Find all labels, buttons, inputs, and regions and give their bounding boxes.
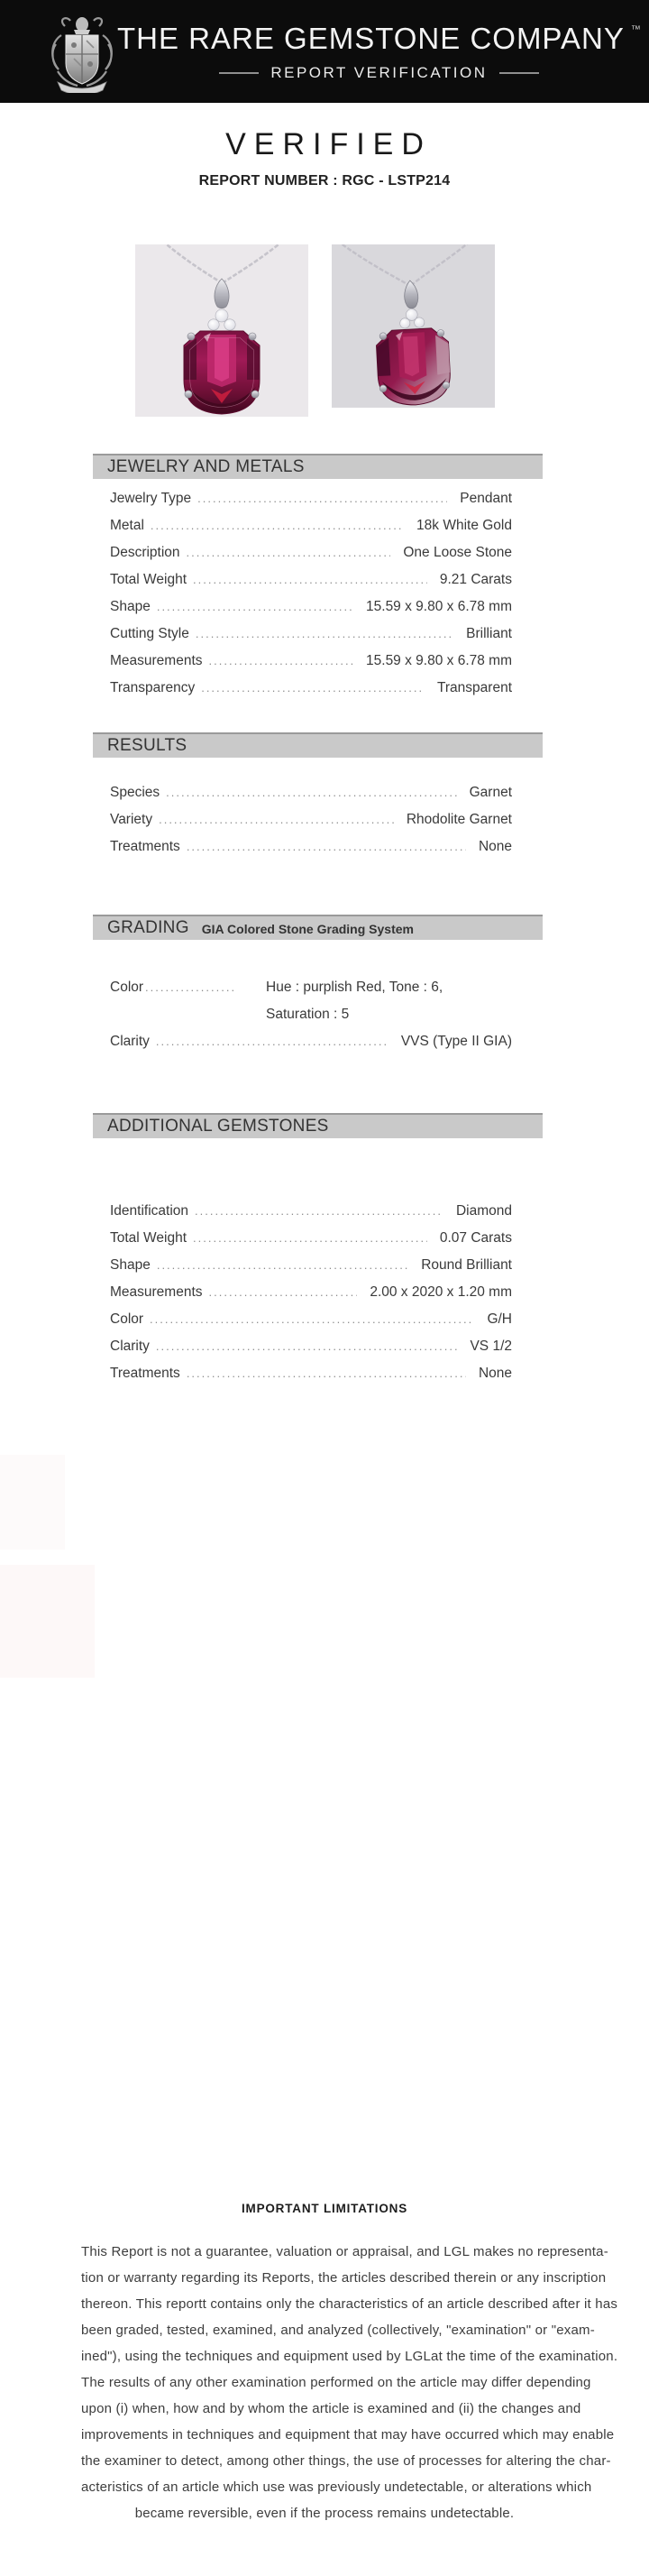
verified-status: VERIFIED — [225, 127, 432, 161]
spec-row-metal — [93, 512, 543, 539]
spec-row-transparency — [93, 675, 543, 702]
spec-row-treatments — [93, 833, 543, 860]
spec-label: Identification — [110, 1203, 189, 1219]
spec-value: Pendant — [460, 491, 512, 506]
faint-placeholder-block — [0, 1455, 65, 1550]
spec-label: Clarity — [110, 1034, 150, 1049]
spec-label: Treatments — [110, 839, 180, 854]
spec-label: Metal — [110, 518, 144, 533]
spec-label: Total Weight — [110, 572, 187, 587]
section-rows — [93, 1138, 543, 1387]
limitations-line: upon (i) when, how and by whom the article is examined and (ii) the changes and — [81, 2401, 581, 2416]
spec-label: Measurements — [110, 653, 203, 668]
spec-label: Shape — [110, 1257, 151, 1273]
section-header-grading — [93, 915, 543, 940]
spec-row-shape — [93, 593, 543, 621]
section-header-additional-gemstones — [93, 1113, 543, 1138]
spec-label: Jewelry Type — [110, 491, 192, 506]
dotted-leader — [193, 1225, 427, 1252]
limitations-line: The results of any other examination performed on the article may differ depending — [81, 2375, 591, 2390]
limitations-line: ined"), using the techniques and equipment used by LGLat the time of the examination. — [81, 2349, 618, 2364]
spec-value: Rhodolite Garnet — [406, 812, 512, 827]
trademark-symbol: ™ — [630, 23, 641, 35]
spec-row-total-weight — [93, 566, 543, 593]
spec-value: Diamond — [455, 1203, 512, 1219]
dotted-leader — [209, 1279, 358, 1306]
section-additional-gemstones — [93, 1113, 543, 1387]
dotted-leader — [193, 566, 427, 593]
limitations-line: tion or warranty regarding its Reports, the articles described therein or any inscription — [81, 2270, 607, 2286]
dotted-leader — [145, 974, 235, 1001]
spec-value: Garnet — [469, 785, 512, 800]
spec-label: Cutting Style — [110, 626, 189, 641]
spec-value: Round Brilliant — [421, 1257, 512, 1273]
spec-row-clarity — [93, 1028, 543, 1055]
report-verification-banner — [219, 64, 538, 82]
spec-label: Measurements — [110, 1284, 203, 1300]
spec-row-species — [93, 779, 543, 806]
limitations-line: became reversible, even if the process remains undetectable. — [134, 2506, 515, 2521]
report-header — [0, 0, 649, 103]
dotted-leader — [166, 779, 456, 806]
spec-row-clarity — [93, 1333, 543, 1360]
spec-value: 15.59 x 9.80 x 6.78 mm — [366, 653, 512, 668]
section-grading — [93, 915, 543, 1055]
section-title: ADDITIONAL GEMSTONES — [107, 1117, 329, 1136]
company-name-text: THE RARE GEMSTONE COMPANY — [117, 21, 625, 55]
section-subtitle: GIA Colored Stone Grading System — [201, 922, 414, 936]
dotted-leader — [201, 675, 425, 702]
right-rule-line — [499, 72, 539, 74]
spec-label: Color — [110, 980, 144, 995]
section-title: RESULTS — [107, 736, 187, 755]
dotted-leader — [187, 833, 466, 860]
spec-label: Description — [110, 545, 180, 560]
spec-row-measurements — [93, 648, 543, 675]
spec-label: Shape — [110, 599, 151, 614]
limitations-line: acteristics of an article which use was previously undetectable, or alterations which — [81, 2479, 592, 2495]
important-limitations — [81, 2201, 618, 2526]
dotted-leader — [195, 1198, 443, 1225]
spec-value — [266, 974, 443, 1028]
dotted-leader — [196, 621, 453, 648]
spec-value: None — [478, 1366, 512, 1381]
spec-value: 9.21 Carats — [439, 572, 512, 587]
limitations-line: improvements in techniques and equipment that may have occurred which may enable — [81, 2427, 615, 2443]
spec-row-total-weight — [93, 1225, 543, 1252]
header-text-block — [117, 22, 649, 82]
spec-label: Transparency — [110, 680, 196, 695]
spec-label: Color — [110, 1311, 144, 1327]
section-jewelry-and-metals — [93, 454, 543, 702]
section-header-jewelry-and-metals — [93, 454, 543, 479]
dotted-leader — [150, 1306, 474, 1333]
spec-label: Clarity — [110, 1339, 150, 1354]
spec-label: Total Weight — [110, 1230, 187, 1246]
section-results — [93, 732, 543, 860]
spec-value: 0.07 Carats — [439, 1230, 512, 1246]
report-number: REPORT NUMBER : RGC - LSTP214 — [198, 173, 451, 189]
spec-value: VVS (Type II GIA) — [400, 1034, 512, 1049]
section-title: JEWELRY AND METALS — [107, 457, 305, 476]
spec-row-color — [93, 974, 543, 1028]
report-verification-label: REPORT VERIFICATION — [270, 63, 488, 81]
spec-row-color — [93, 1306, 543, 1333]
spec-value: 2.00 x 2020 x 1.20 mm — [370, 1284, 512, 1300]
limitations-text — [81, 2239, 618, 2526]
section-rows — [93, 940, 543, 1055]
spec-row-shape — [93, 1252, 543, 1279]
spec-value: 15.59 x 9.80 x 6.78 mm — [366, 599, 512, 614]
company-crest-logo — [47, 12, 117, 93]
limitations-line: the examiner to detect, among other things, the use of processes for altering the char- — [81, 2453, 611, 2469]
dotted-leader — [156, 1333, 458, 1360]
spec-label: Treatments — [110, 1366, 180, 1381]
dotted-leader — [157, 593, 353, 621]
section-header-results — [93, 732, 543, 758]
spec-value: One Loose Stone — [403, 545, 512, 560]
pendant-photo-angle — [332, 244, 495, 408]
spec-value: None — [478, 839, 512, 854]
limitations-title: IMPORTANT LIMITATIONS — [241, 2202, 408, 2215]
limitations-line: been graded, tested, examined, and analyzed (collectively, "examination" or "exam- — [81, 2323, 595, 2338]
dotted-leader — [156, 1028, 388, 1055]
company-name — [117, 22, 641, 56]
dotted-leader — [197, 485, 447, 512]
spec-value-line: Saturation : 5 — [266, 1007, 350, 1022]
limitations-line: This Report is not a guarantee, valuation or appraisal, and LGL makes no representa- — [81, 2244, 608, 2259]
limitations-line: thereon. This reportt contains only the characteristics of an article described after it has — [81, 2296, 618, 2312]
section-title: GRADING — [107, 918, 189, 937]
spec-row-cutting-style — [93, 621, 543, 648]
dotted-leader — [157, 1252, 408, 1279]
spec-row-variety — [93, 806, 543, 833]
dotted-leader — [159, 806, 394, 833]
spec-value-line: Hue : purplish Red, Tone : 6, — [266, 980, 443, 995]
spec-value: 18k White Gold — [416, 518, 512, 533]
spec-value: Transparent — [437, 680, 512, 695]
spec-row-measurements — [93, 1279, 543, 1306]
spec-label: Species — [110, 785, 160, 800]
spec-row-jewelry-type — [93, 485, 543, 512]
section-rows — [93, 758, 543, 860]
dotted-leader — [209, 648, 354, 675]
faint-placeholder-block — [0, 1565, 95, 1678]
spec-value: Brilliant — [466, 626, 512, 641]
spec-row-identification — [93, 1198, 543, 1225]
left-rule-line — [219, 72, 259, 74]
spec-value: VS 1/2 — [470, 1339, 512, 1354]
section-rows — [93, 479, 543, 702]
dotted-leader — [187, 539, 391, 566]
spec-row-description — [93, 539, 543, 566]
pendant-photos — [0, 244, 639, 417]
spec-row-treatments — [93, 1360, 543, 1387]
report-sections — [93, 454, 543, 1387]
spec-value: G/H — [487, 1311, 512, 1327]
pendant-photo-front — [135, 244, 308, 417]
spec-label: Variety — [110, 812, 153, 827]
dotted-leader — [151, 512, 404, 539]
dotted-leader — [187, 1360, 466, 1387]
